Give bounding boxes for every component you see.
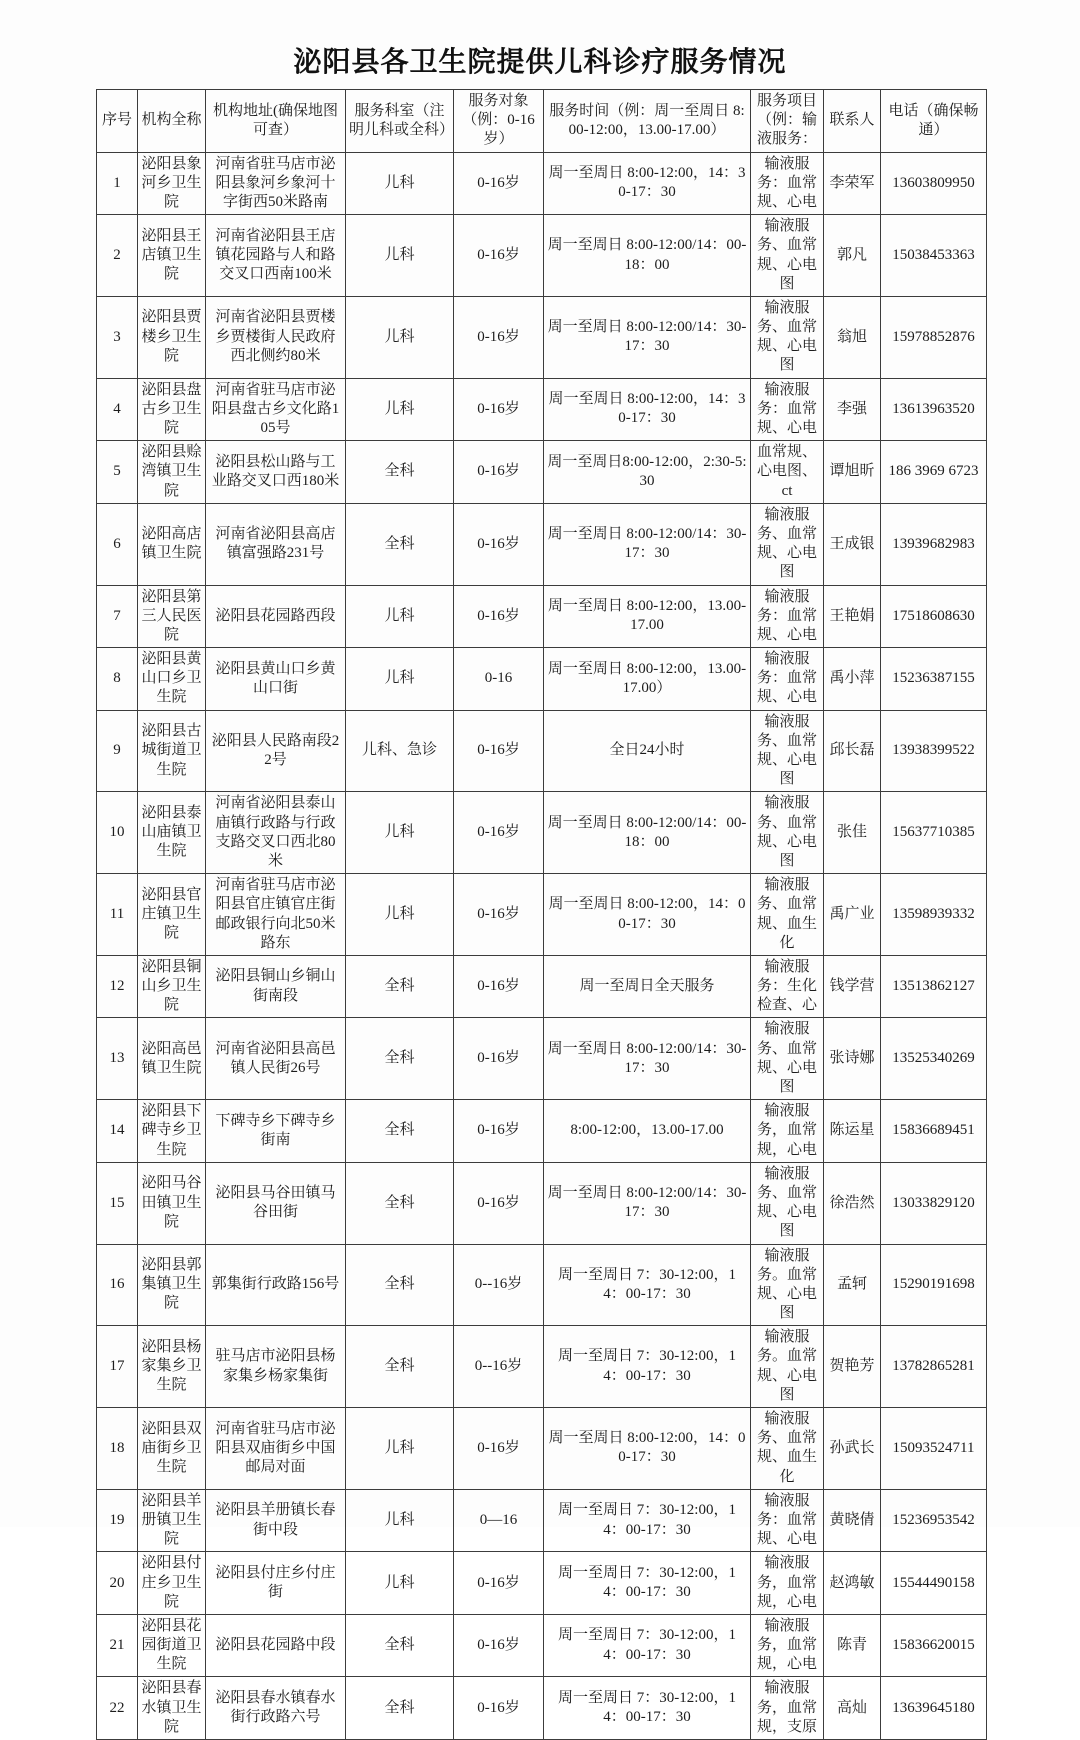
cell-no: 7 bbox=[97, 585, 138, 648]
cell-contact: 赵鸿敏 bbox=[824, 1552, 881, 1615]
cell-contact: 陈运星 bbox=[824, 1100, 881, 1163]
cell-no: 15 bbox=[97, 1162, 138, 1244]
cell-target: 0-16岁 bbox=[454, 792, 544, 874]
cell-dept: 儿科、急诊 bbox=[346, 710, 454, 792]
cell-dept: 全科 bbox=[346, 503, 454, 585]
cell-phone: 13033829120 bbox=[881, 1162, 987, 1244]
cell-phone: 15093524711 bbox=[881, 1408, 987, 1490]
cell-time: 周一至周日8:00-12:00，2:30-5:30 bbox=[544, 441, 751, 504]
cell-address: 河南省泌阳县泰山庙镇行政路与行政支路交叉口西北80米 bbox=[206, 792, 346, 874]
cell-target: 0-16岁 bbox=[454, 441, 544, 504]
cell-no: 21 bbox=[97, 1614, 138, 1677]
cell-time: 周一至周日 8:00-12:00，14：00-17：30 bbox=[544, 874, 751, 956]
cell-dept: 全科 bbox=[346, 1100, 454, 1163]
cell-time: 周一至周日 8:00-12:00，14：30-17：30 bbox=[544, 152, 751, 215]
cell-contact: 翁旭 bbox=[824, 296, 881, 378]
cell-contact: 钱学营 bbox=[824, 955, 881, 1018]
cell-dept: 全科 bbox=[346, 1326, 454, 1408]
cell-no: 12 bbox=[97, 955, 138, 1018]
cell-time: 周一至周日 7：30-12:00，14：00-17：30 bbox=[544, 1244, 751, 1326]
cell-contact: 李强 bbox=[824, 378, 881, 441]
cell-phone: 13598939332 bbox=[881, 874, 987, 956]
cell-target: 0-16岁 bbox=[454, 585, 544, 648]
cell-phone: 15236953542 bbox=[881, 1489, 987, 1552]
cell-target: 0-16岁 bbox=[454, 296, 544, 378]
cell-dept: 儿科 bbox=[346, 648, 454, 711]
cell-name: 泌阳县付庄乡卫生院 bbox=[138, 1552, 206, 1615]
table-row bbox=[97, 441, 987, 504]
table-row bbox=[97, 378, 987, 441]
column-header-name: 机构全称 bbox=[138, 90, 206, 153]
cell-contact: 贺艳芳 bbox=[824, 1326, 881, 1408]
cell-services: 输液服务：血常规、心电 bbox=[751, 585, 824, 648]
cell-time: 周一至周日 8:00-12:00/14：30-17：30 bbox=[544, 503, 751, 585]
cell-services: 输液服务：血常规、心电 bbox=[751, 152, 824, 215]
cell-target: 0-16岁 bbox=[454, 503, 544, 585]
cell-target: 0-16岁 bbox=[454, 1408, 544, 1490]
cell-target: 0-16 bbox=[454, 648, 544, 711]
cell-contact: 高灿 bbox=[824, 1677, 881, 1740]
table-row bbox=[97, 1326, 987, 1408]
cell-name: 泌阳县花园街道卫生院 bbox=[138, 1614, 206, 1677]
cell-dept: 全科 bbox=[346, 1018, 454, 1100]
table-row bbox=[97, 1552, 987, 1615]
cell-name: 泌阳县郭集镇卫生院 bbox=[138, 1244, 206, 1326]
cell-address: 驻马店市泌阳县杨家集乡杨家集街 bbox=[206, 1326, 346, 1408]
cell-contact: 谭旭昕 bbox=[824, 441, 881, 504]
cell-no: 18 bbox=[97, 1408, 138, 1490]
cell-dept: 儿科 bbox=[346, 152, 454, 215]
cell-name: 泌阳县泰山庙镇卫生院 bbox=[138, 792, 206, 874]
cell-phone: 15038453363 bbox=[881, 215, 987, 297]
cell-contact: 张佳 bbox=[824, 792, 881, 874]
table-row bbox=[97, 152, 987, 215]
cell-contact: 徐浩然 bbox=[824, 1162, 881, 1244]
cell-target: 0-16岁 bbox=[454, 1018, 544, 1100]
cell-no: 20 bbox=[97, 1552, 138, 1615]
cell-phone: 15836689451 bbox=[881, 1100, 987, 1163]
page-title: 泌阳县各卫生院提供儿科诊疗服务情况 bbox=[293, 47, 787, 78]
cell-name: 泌阳高店镇卫生院 bbox=[138, 503, 206, 585]
table-row bbox=[97, 1100, 987, 1163]
cell-time: 周一至周日 8:00-12:00/14：30-17：30 bbox=[544, 296, 751, 378]
cell-phone: 13938399522 bbox=[881, 710, 987, 792]
cell-services: 输液服务：血常规、心电 bbox=[751, 1489, 824, 1552]
table-row bbox=[97, 792, 987, 874]
cell-services: 输液服务、血常规、心电图 bbox=[751, 1018, 824, 1100]
table-row bbox=[97, 1614, 987, 1677]
cell-time: 周一至周日 7：30-12:00，14：00-17：30 bbox=[544, 1326, 751, 1408]
cell-time: 周一至周日 8:00-12:00，13.00-17.00） bbox=[544, 648, 751, 711]
cell-address: 河南省泌阳县高邑镇人民街26号 bbox=[206, 1018, 346, 1100]
table-row bbox=[97, 648, 987, 711]
cell-name: 泌阳县王店镇卫生院 bbox=[138, 215, 206, 297]
cell-phone: 13639645180 bbox=[881, 1677, 987, 1740]
cell-dept: 儿科 bbox=[346, 1552, 454, 1615]
cell-target: 0-16岁 bbox=[454, 874, 544, 956]
cell-phone: 186 3969 6723 bbox=[881, 441, 987, 504]
cell-services: 输液服务、血常规、心电图 bbox=[751, 792, 824, 874]
cell-services: 输液服务、血常规、心电图 bbox=[751, 503, 824, 585]
cell-services: 输液服务、血常规、心电图 bbox=[751, 1162, 824, 1244]
cell-time: 周一至周日 8:00-12:00/14：30-17：30 bbox=[544, 1162, 751, 1244]
column-header-time: 服务时间（例：周一至周日 8:00-12:00，13.00-17.00） bbox=[544, 90, 751, 153]
cell-name: 泌阳县盘古乡卫生院 bbox=[138, 378, 206, 441]
cell-time: 周一至周日 7：30-12:00，14：00-17：30 bbox=[544, 1552, 751, 1615]
cell-no: 1 bbox=[97, 152, 138, 215]
cell-name: 泌阳县第三人民医院 bbox=[138, 585, 206, 648]
cell-address: 郭集街行政路156号 bbox=[206, 1244, 346, 1326]
cell-target: 0-16岁 bbox=[454, 152, 544, 215]
cell-dept: 全科 bbox=[346, 1244, 454, 1326]
table-row bbox=[97, 1018, 987, 1100]
cell-time: 周一至周日 7：30-12:00，14：00-17：30 bbox=[544, 1677, 751, 1740]
column-header-phone: 电话（确保畅通） bbox=[881, 90, 987, 153]
cell-dept: 儿科 bbox=[346, 874, 454, 956]
cell-services: 输液服务、血常规、心电图 bbox=[751, 215, 824, 297]
cell-services: 输液服务，血常规，心电 bbox=[751, 1100, 824, 1163]
cell-name: 泌阳高邑镇卫生院 bbox=[138, 1018, 206, 1100]
cell-time: 周一至周日 8:00-12:00，13.00-17.00 bbox=[544, 585, 751, 648]
cell-contact: 孟轲 bbox=[824, 1244, 881, 1326]
table-row bbox=[97, 503, 987, 585]
table-row bbox=[97, 1244, 987, 1326]
cell-phone: 15544490158 bbox=[881, 1552, 987, 1615]
header-row bbox=[97, 90, 987, 153]
cell-services: 输液服务。血常规、心电图 bbox=[751, 1326, 824, 1408]
cell-no: 8 bbox=[97, 648, 138, 711]
cell-services: 输液服务、血常规、血生化 bbox=[751, 874, 824, 956]
cell-dept: 儿科 bbox=[346, 1408, 454, 1490]
cell-target: 0-16岁 bbox=[454, 378, 544, 441]
cell-services: 血常规、心电图、ct bbox=[751, 441, 824, 504]
cell-address: 泌阳县松山路与工业路交叉口西180米 bbox=[206, 441, 346, 504]
table-body bbox=[97, 152, 987, 1739]
cell-contact: 孙武长 bbox=[824, 1408, 881, 1490]
column-header-target: 服务对象（例：0-16岁） bbox=[454, 90, 544, 153]
cell-dept: 全科 bbox=[346, 1614, 454, 1677]
cell-address: 河南省驻马店市泌阳县官庄镇官庄街邮政银行向北50米路东 bbox=[206, 874, 346, 956]
cell-contact: 邱长磊 bbox=[824, 710, 881, 792]
cell-dept: 全科 bbox=[346, 955, 454, 1018]
cell-time: 周一至周日 7：30-12:00，14：00-17：30 bbox=[544, 1614, 751, 1677]
cell-time: 周一至周日 8:00-12:00/14：30-17：30 bbox=[544, 1018, 751, 1100]
cell-contact: 郭凡 bbox=[824, 215, 881, 297]
cell-services: 输液服务：血常规、心电 bbox=[751, 378, 824, 441]
cell-time: 周一至周日 8:00-12:00，14：30-17：30 bbox=[544, 378, 751, 441]
cell-no: 17 bbox=[97, 1326, 138, 1408]
cell-target: 0-16岁 bbox=[454, 1677, 544, 1740]
cell-phone: 13939682983 bbox=[881, 503, 987, 585]
cell-contact: 王艳娟 bbox=[824, 585, 881, 648]
cell-time: 周一至周日 8:00-12:00/14：00-18：00 bbox=[544, 215, 751, 297]
cell-contact: 李荣军 bbox=[824, 152, 881, 215]
cell-target: 0-16岁 bbox=[454, 955, 544, 1018]
cell-time: 全日24小时 bbox=[544, 710, 751, 792]
cell-target: 0-16岁 bbox=[454, 710, 544, 792]
cell-name: 泌阳县黄山口乡卫生院 bbox=[138, 648, 206, 711]
cell-services: 输液服务：生化检查、心 bbox=[751, 955, 824, 1018]
column-header-no: 序号 bbox=[97, 90, 138, 153]
cell-no: 5 bbox=[97, 441, 138, 504]
cell-time: 周一至周日全天服务 bbox=[544, 955, 751, 1018]
cell-no: 11 bbox=[97, 874, 138, 956]
cell-address: 下碑寺乡下碑寺乡街南 bbox=[206, 1100, 346, 1163]
cell-dept: 儿科 bbox=[346, 296, 454, 378]
cell-name: 泌阳县象河乡卫生院 bbox=[138, 152, 206, 215]
cell-no: 2 bbox=[97, 215, 138, 297]
cell-dept: 全科 bbox=[346, 441, 454, 504]
cell-name: 泌阳县双庙街乡卫生院 bbox=[138, 1408, 206, 1490]
cell-name: 泌阳县杨家集乡卫生院 bbox=[138, 1326, 206, 1408]
table-row bbox=[97, 296, 987, 378]
cell-phone: 15978852876 bbox=[881, 296, 987, 378]
cell-name: 泌阳马谷田镇卫生院 bbox=[138, 1162, 206, 1244]
cell-services: 输液服务。血常规、心电图 bbox=[751, 1244, 824, 1326]
cell-dept: 儿科 bbox=[346, 792, 454, 874]
cell-time: 周一至周日 8:00-12:00/14：00-18：00 bbox=[544, 792, 751, 874]
cell-time: 周一至周日 8:00-12:00，14：00-17：30 bbox=[544, 1408, 751, 1490]
cell-no: 22 bbox=[97, 1677, 138, 1740]
cell-dept: 儿科 bbox=[346, 215, 454, 297]
cell-time: 周一至周日 7：30-12:00，14：00-17：30 bbox=[544, 1489, 751, 1552]
cell-no: 16 bbox=[97, 1244, 138, 1326]
cell-name: 泌阳县下碑寺乡卫生院 bbox=[138, 1100, 206, 1163]
cell-contact: 陈青 bbox=[824, 1614, 881, 1677]
table-row bbox=[97, 1408, 987, 1490]
cell-contact: 张诗娜 bbox=[824, 1018, 881, 1100]
cell-name: 泌阳县铜山乡卫生院 bbox=[138, 955, 206, 1018]
cell-address: 泌阳县黄山口乡黄山口街 bbox=[206, 648, 346, 711]
table-row bbox=[97, 710, 987, 792]
cell-target: 0-16岁 bbox=[454, 215, 544, 297]
cell-phone: 13513862127 bbox=[881, 955, 987, 1018]
cell-no: 4 bbox=[97, 378, 138, 441]
cell-phone: 15290191698 bbox=[881, 1244, 987, 1326]
cell-address: 河南省驻马店市泌阳县双庙街乡中国邮局对面 bbox=[206, 1408, 346, 1490]
cell-phone: 13613963520 bbox=[881, 378, 987, 441]
clinic-table bbox=[96, 89, 987, 1740]
cell-no: 14 bbox=[97, 1100, 138, 1163]
cell-time: 8:00-12:00，13.00-17.00 bbox=[544, 1100, 751, 1163]
table-row bbox=[97, 1677, 987, 1740]
cell-target: 0-16岁 bbox=[454, 1614, 544, 1677]
cell-address: 河南省驻马店市泌阳县盘古乡文化路105号 bbox=[206, 378, 346, 441]
cell-no: 10 bbox=[97, 792, 138, 874]
table-row bbox=[97, 1162, 987, 1244]
cell-address: 泌阳县付庄乡付庄街 bbox=[206, 1552, 346, 1615]
cell-address: 泌阳县人民路南段22号 bbox=[206, 710, 346, 792]
table-row bbox=[97, 1489, 987, 1552]
table-row bbox=[97, 955, 987, 1018]
cell-dept: 全科 bbox=[346, 1162, 454, 1244]
column-header-services: 服务项目（例：输液服务： bbox=[751, 90, 824, 153]
cell-services: 输液服务，血常规，支原 bbox=[751, 1677, 824, 1740]
cell-address: 河南省泌阳县高店镇富强路231号 bbox=[206, 503, 346, 585]
column-header-contact: 联系人 bbox=[824, 90, 881, 153]
cell-phone: 15637710385 bbox=[881, 792, 987, 874]
cell-phone: 15836620015 bbox=[881, 1614, 987, 1677]
cell-address: 泌阳县羊册镇长春街中段 bbox=[206, 1489, 346, 1552]
cell-phone: 13603809950 bbox=[881, 152, 987, 215]
cell-name: 泌阳县春水镇卫生院 bbox=[138, 1677, 206, 1740]
cell-target: 0-16岁 bbox=[454, 1162, 544, 1244]
cell-services: 输液服务、血常规、心电图 bbox=[751, 710, 824, 792]
cell-address: 泌阳县铜山乡铜山街南段 bbox=[206, 955, 346, 1018]
cell-services: 输液服务，血常规，心电 bbox=[751, 1552, 824, 1615]
cell-name: 泌阳县贾楼乡卫生院 bbox=[138, 296, 206, 378]
cell-address: 泌阳县花园路西段 bbox=[206, 585, 346, 648]
cell-target: 0—16 bbox=[454, 1489, 544, 1552]
cell-phone: 17518608630 bbox=[881, 585, 987, 648]
table-row bbox=[97, 215, 987, 297]
cell-address: 河南省泌阳县王店镇花园路与人和路交叉口西南100米 bbox=[206, 215, 346, 297]
cell-address: 泌阳县春水镇春水街行政路六号 bbox=[206, 1677, 346, 1740]
cell-address: 河南省泌阳县贾楼乡贾楼街人民政府西北侧约80米 bbox=[206, 296, 346, 378]
column-header-dept: 服务科室（注明儿科或全科） bbox=[346, 90, 454, 153]
table-row bbox=[97, 874, 987, 956]
cell-services: 输液服务：血常规、心电 bbox=[751, 648, 824, 711]
cell-services: 输液服务，血常规，心电 bbox=[751, 1614, 824, 1677]
cell-no: 3 bbox=[97, 296, 138, 378]
cell-no: 13 bbox=[97, 1018, 138, 1100]
cell-address: 河南省驻马店市泌阳县象河乡象河十字街西50米路南 bbox=[206, 152, 346, 215]
cell-no: 9 bbox=[97, 710, 138, 792]
cell-phone: 15236387155 bbox=[881, 648, 987, 711]
cell-target: 0-16岁 bbox=[454, 1552, 544, 1615]
cell-name: 泌阳县赊湾镇卫生院 bbox=[138, 441, 206, 504]
cell-dept: 儿科 bbox=[346, 1489, 454, 1552]
cell-services: 输液服务、血常规、心电图 bbox=[751, 296, 824, 378]
cell-target: 0-16岁 bbox=[454, 1100, 544, 1163]
cell-address: 泌阳县马谷田镇马谷田街 bbox=[206, 1162, 346, 1244]
table-row bbox=[97, 585, 987, 648]
cell-services: 输液服务、血常规、血生化 bbox=[751, 1408, 824, 1490]
cell-dept: 全科 bbox=[346, 1677, 454, 1740]
cell-address: 泌阳县花园路中段 bbox=[206, 1614, 346, 1677]
cell-dept: 儿科 bbox=[346, 378, 454, 441]
cell-target: 0--16岁 bbox=[454, 1244, 544, 1326]
cell-target: 0--16岁 bbox=[454, 1326, 544, 1408]
cell-phone: 13782865281 bbox=[881, 1326, 987, 1408]
cell-contact: 黄晓倩 bbox=[824, 1489, 881, 1552]
cell-no: 6 bbox=[97, 503, 138, 585]
cell-name: 泌阳县羊册镇卫生院 bbox=[138, 1489, 206, 1552]
cell-no: 19 bbox=[97, 1489, 138, 1552]
cell-contact: 禹小萍 bbox=[824, 648, 881, 711]
cell-contact: 禹广业 bbox=[824, 874, 881, 956]
cell-dept: 儿科 bbox=[346, 585, 454, 648]
column-header-address: 机构地址(确保地图可查） bbox=[206, 90, 346, 153]
cell-contact: 王成银 bbox=[824, 503, 881, 585]
cell-name: 泌阳县古城街道卫生院 bbox=[138, 710, 206, 792]
cell-phone: 13525340269 bbox=[881, 1018, 987, 1100]
cell-name: 泌阳县官庄镇卫生院 bbox=[138, 874, 206, 956]
